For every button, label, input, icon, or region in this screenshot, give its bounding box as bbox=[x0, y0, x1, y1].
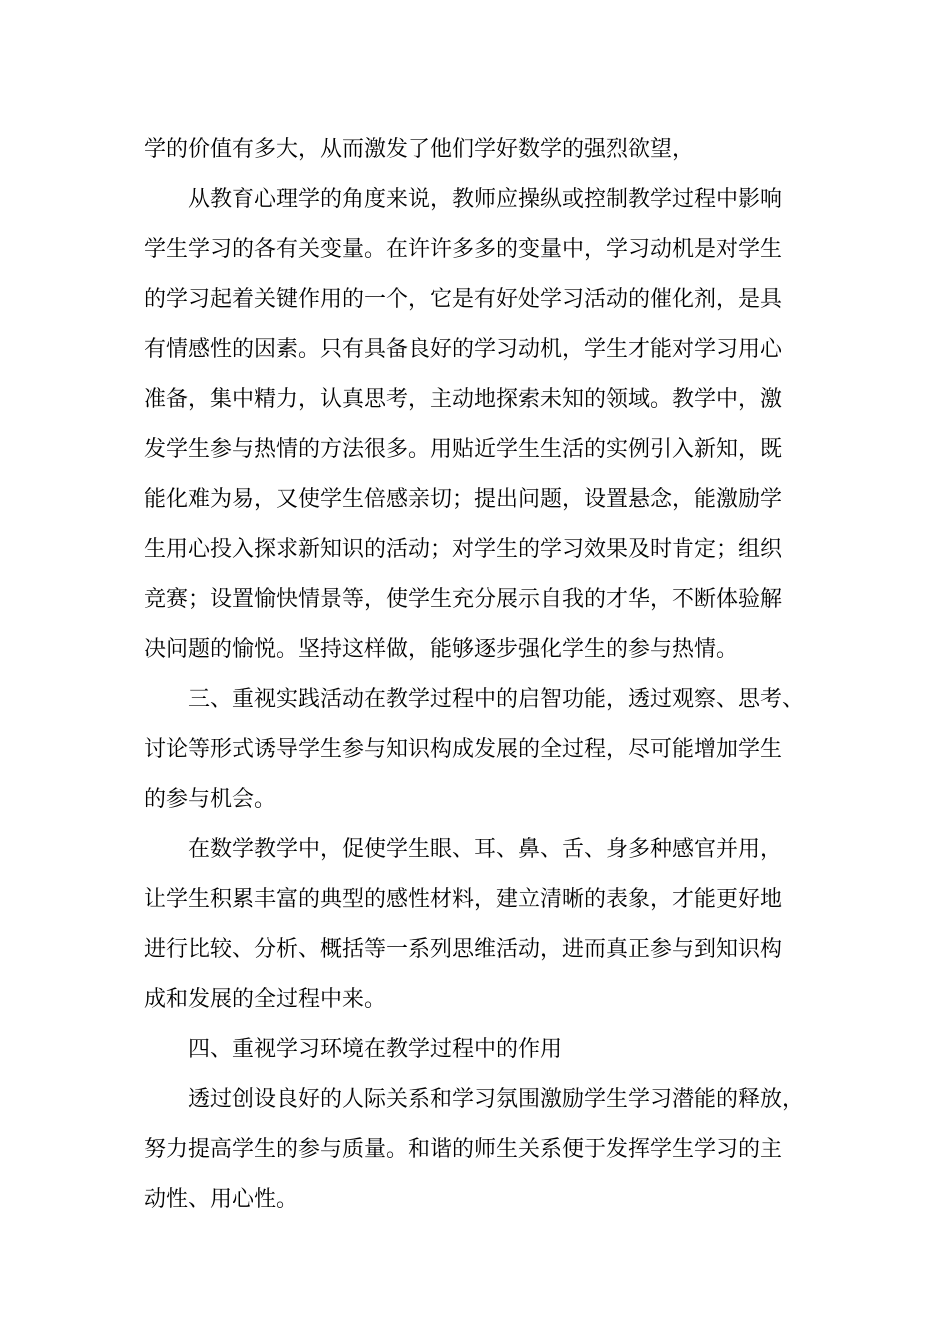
text-line: 有情感性的因素。只有具备良好的学习动机，学生才能对学习用心 bbox=[144, 337, 783, 362]
paragraph-start-line: 从教育心理学的角度来说，教师应操纵或控制教学过程中影响 bbox=[188, 187, 783, 212]
body-text bbox=[144, 125, 834, 1225]
text-line: 竞赛；设置愉快情景等，使学生充分展示自我的才华，不断体验解 bbox=[144, 587, 783, 612]
text-line: 准备，集中精力，认真思考，主动地探索未知的领域。教学中，激 bbox=[144, 387, 783, 412]
text-line: 让学生积累丰富的典型的感性材料，建立清晰的表象，才能更好地 bbox=[144, 887, 783, 912]
text-line: 的学习起着关键作用的一个，它是有好处学习活动的催化剂，是具 bbox=[144, 287, 783, 312]
paragraph-start-line: 在数学教学中，促使学生眼、耳、鼻、舌、身多种感官并用， bbox=[188, 837, 783, 862]
text-line: 努力提高学生的参与质量。和谐的师生关系便于发挥学生学习的主 bbox=[144, 1137, 783, 1162]
text-line: 决问题的愉悦。坚持这样做，能够逐步强化学生的参与热情。 bbox=[144, 637, 739, 662]
text-line: 生用心投入探求新知识的活动；对学生的学习效果及时肯定；组织 bbox=[144, 537, 783, 562]
paragraph-start-line: 透过创设良好的人际关系和学习氛围激励学生学习潜能的释放， bbox=[188, 1087, 805, 1112]
text-line: 的参与机会。 bbox=[144, 787, 277, 812]
section-heading-line: 四、重视学习环境在教学过程中的作用 bbox=[188, 1037, 563, 1062]
text-line: 学的价值有多大，从而激发了他们学好数学的强烈欲望， bbox=[144, 137, 695, 162]
text-line: 能化难为易，又使学生倍感亲切；提出问题，设置悬念，能激励学 bbox=[144, 487, 783, 512]
text-line: 学生学习的各有关变量。在许许多多的变量中，学习动机是对学生 bbox=[144, 237, 783, 262]
text-line: 发学生参与热情的方法很多。用贴近学生生活的实例引入新知，既 bbox=[144, 437, 783, 462]
section-heading-line: 三、重视实践活动在教学过程中的启智功能，透过观察、思考、 bbox=[188, 687, 805, 712]
text-line: 动性、用心性。 bbox=[144, 1187, 299, 1212]
text-line: 成和发展的全过程中来。 bbox=[144, 987, 387, 1012]
text-line: 进行比较、分析、概括等一系列思维活动，进而真正参与到知识构 bbox=[144, 937, 783, 962]
text-line: 讨论等形式诱导学生参与知识构成发展的全过程，尽可能增加学生 bbox=[144, 737, 783, 762]
